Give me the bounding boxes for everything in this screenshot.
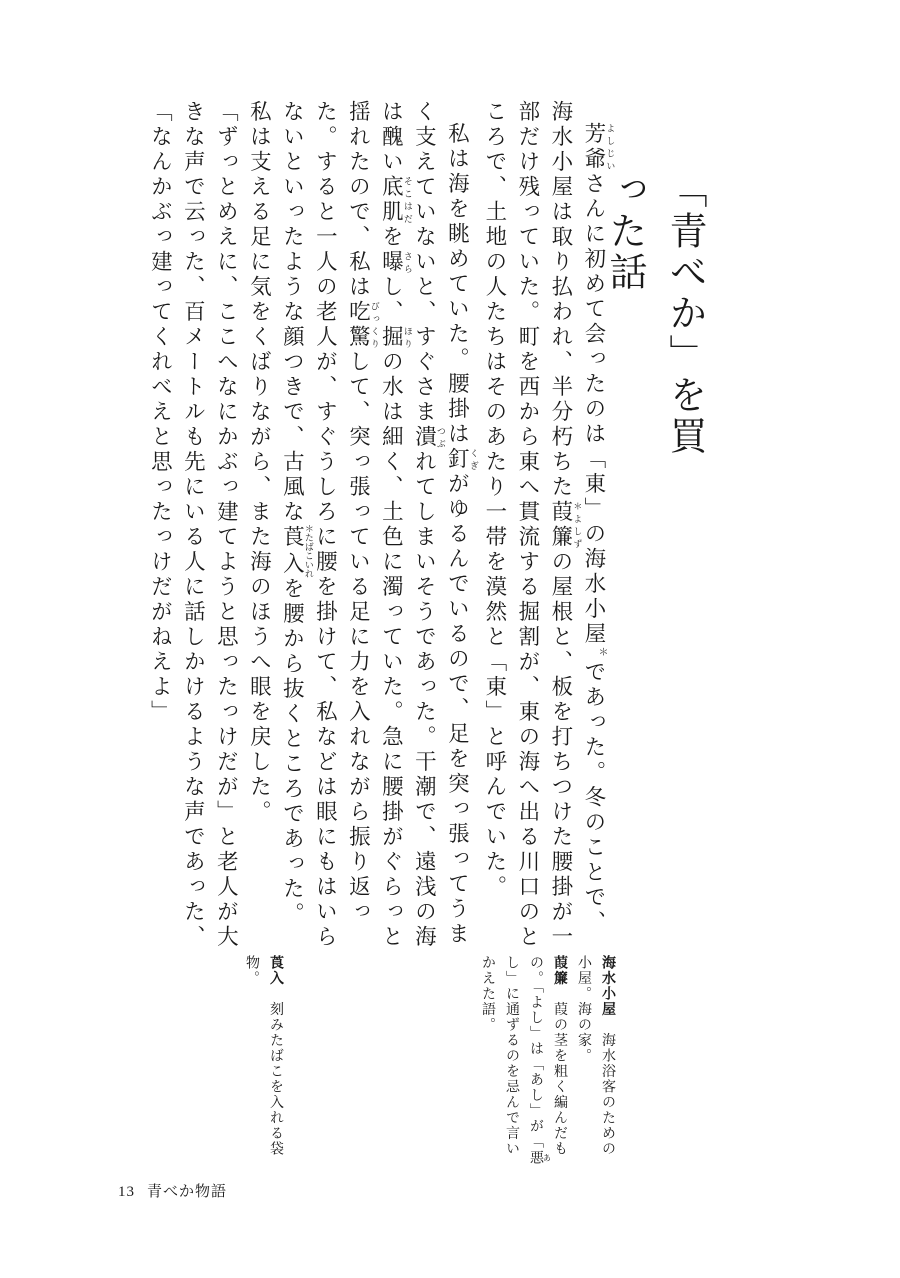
ruby-yoshijii: 芳爺よしじい <box>580 121 615 172</box>
ruby-sara: 曝さら <box>378 250 412 275</box>
ruby-tabakoire: 莨入＊たばこいれ <box>279 524 313 578</box>
paragraph-1: 芳爺よしじいさんに初めて会ったのは「東」の海水小屋＊であった。冬のことで、海水小屋は取り払われ、半分朽ちた葭簾＊よしずの屋根と、板を打ちつけた腰掛が一部だけ残っていた。町を西から東へ貫流する掘割が、東の海へ出る川口のところで、土地の人たちはそのあたり一帯を漠然と「東」と呼んでいた。 <box>481 100 615 950</box>
ruby-tsubu: 潰つぶ <box>411 425 445 450</box>
ruby-bikkuri: 吃驚びっくり <box>345 300 379 350</box>
ruby-yoshizu: 葭簾＊よしず <box>547 500 582 550</box>
main-text <box>90 100 618 950</box>
ruby-a: 悪あ <box>528 1149 552 1165</box>
chapter-title: 「青べか」を買った話 <box>603 170 707 457</box>
ruby-hori: 掘ほり <box>378 325 412 350</box>
page-number: 13 <box>118 1184 135 1200</box>
note-mark: ＊ <box>596 646 607 660</box>
ruby-sokohada: 底肌そこはだ <box>378 175 412 225</box>
note-kaisui-goya: 海水小屋 海水浴客のための小屋。海の家。 <box>576 955 616 1157</box>
footnotes-2 <box>228 955 288 1170</box>
note-yoshizu: 葭簾 葭の茎を粗く編んだもの。「よし」は「あし」が「悪あし」に通ずるのを忌んで言いかえた語。 <box>480 955 568 1165</box>
note-tabakoire: 莨入 刻みたばこを入れる袋物。 <box>244 955 284 1157</box>
ruby-kugi: 釘くぎ <box>444 446 478 472</box>
footnotes-1 <box>430 955 620 1170</box>
paragraph-3: 「ずっとめえに、ここへなにかぶっ建てようと思ったっけだが」と老人が大きな声で云った、百メートルも先にいる人に話しかけるような声であった、「なんかぶっ建ってくれべえと思ったっけだがねえよ」 <box>147 100 239 950</box>
book-title: 青べか物語 <box>147 1182 228 1200</box>
paragraph-2: 私は海を眺めていた。腰掛は釘くぎがゆるんでいるので、足を突っ張ってうまく支えていないと、すぐさま潰つぶれてしまいそうであった。干潮で、遠浅の海は醜い底肌そこはだを曝さらし、掘ほりの水は細く、土色に濁っていた。急に腰掛がぐらっと揺れたので、私は吃驚びっくりして、突っ張っている足に力を入れながら振り返った。すると一人の老人が、すぐうしろに腰を掛けて、私などは眼にもはいらないといったような顔つきで、古風な莨入＊たばこいれを腰から抜くところであった。私は支える足に気をくばりながら、また海のほうへ眼を戻した。 <box>246 100 478 950</box>
page-footer <box>118 1180 227 1201</box>
